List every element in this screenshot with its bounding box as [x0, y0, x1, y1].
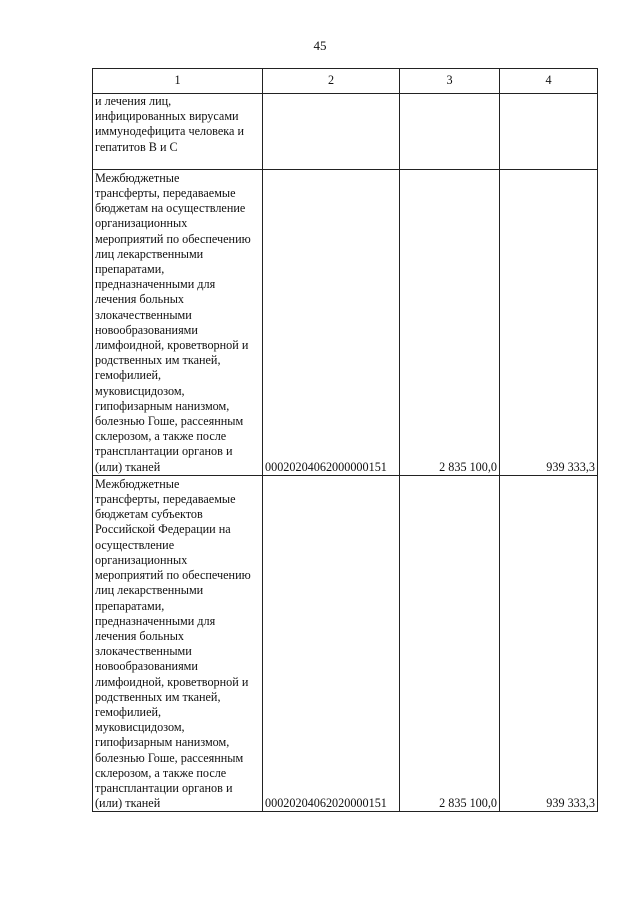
column-header-1: 1 — [93, 69, 263, 94]
row-name: Межбюджетные трансферты, передаваемые бюджетам субъектов Российской Федерации на осуществление организационных мероприятий по обеспечению лиц лекарственными препаратами, предназначенными для лечения больных злокачественными новообразованиями лимфоидной, кроветворной и родственных им тканей, гемофилией, муковисцидозом, гипофизарным нанизмом, болезнью Гоше, рассеянным склерозом, а также после трансплантации органов и (или) тканей — [93, 475, 263, 811]
row-code — [263, 94, 400, 170]
row-name: Межбюджетные трансферты, передаваемые бюджетам на осуществление организационных мероприятий по обеспечению лиц лекарственными препаратами, предназначенными для лечения больных злокачественными новообразованиями лимфоидной, кроветворной и родственных им тканей, гемофилией, муковисцидозом, гипофизарным нанизмом, болезнью Гоше, рассеянным склерозом, а также после трансплантации органов и (или) тканей — [93, 169, 263, 475]
row-code: 00020204062020000151 — [263, 475, 400, 811]
row-value-4: 939 333,3 — [500, 169, 598, 475]
row-value-3: 2 835 100,0 — [400, 475, 500, 811]
table-header-row — [93, 69, 598, 94]
column-header-2: 2 — [263, 69, 400, 94]
page-number: 45 — [313, 38, 327, 53]
table-row — [93, 169, 598, 475]
column-header-4: 4 — [500, 69, 598, 94]
row-value-3: 2 835 100,0 — [400, 169, 500, 475]
table-row — [93, 94, 598, 170]
row-value-3 — [400, 94, 500, 170]
row-value-4 — [500, 94, 598, 170]
table-row — [93, 475, 598, 811]
budget-table — [92, 68, 598, 812]
column-header-3: 3 — [400, 69, 500, 94]
row-code: 00020204062000000151 — [263, 169, 400, 475]
row-name: и лечения лиц, инфицированных вирусами иммунодефицита человека и гепатитов В и С — [93, 94, 263, 170]
row-value-4: 939 333,3 — [500, 475, 598, 811]
